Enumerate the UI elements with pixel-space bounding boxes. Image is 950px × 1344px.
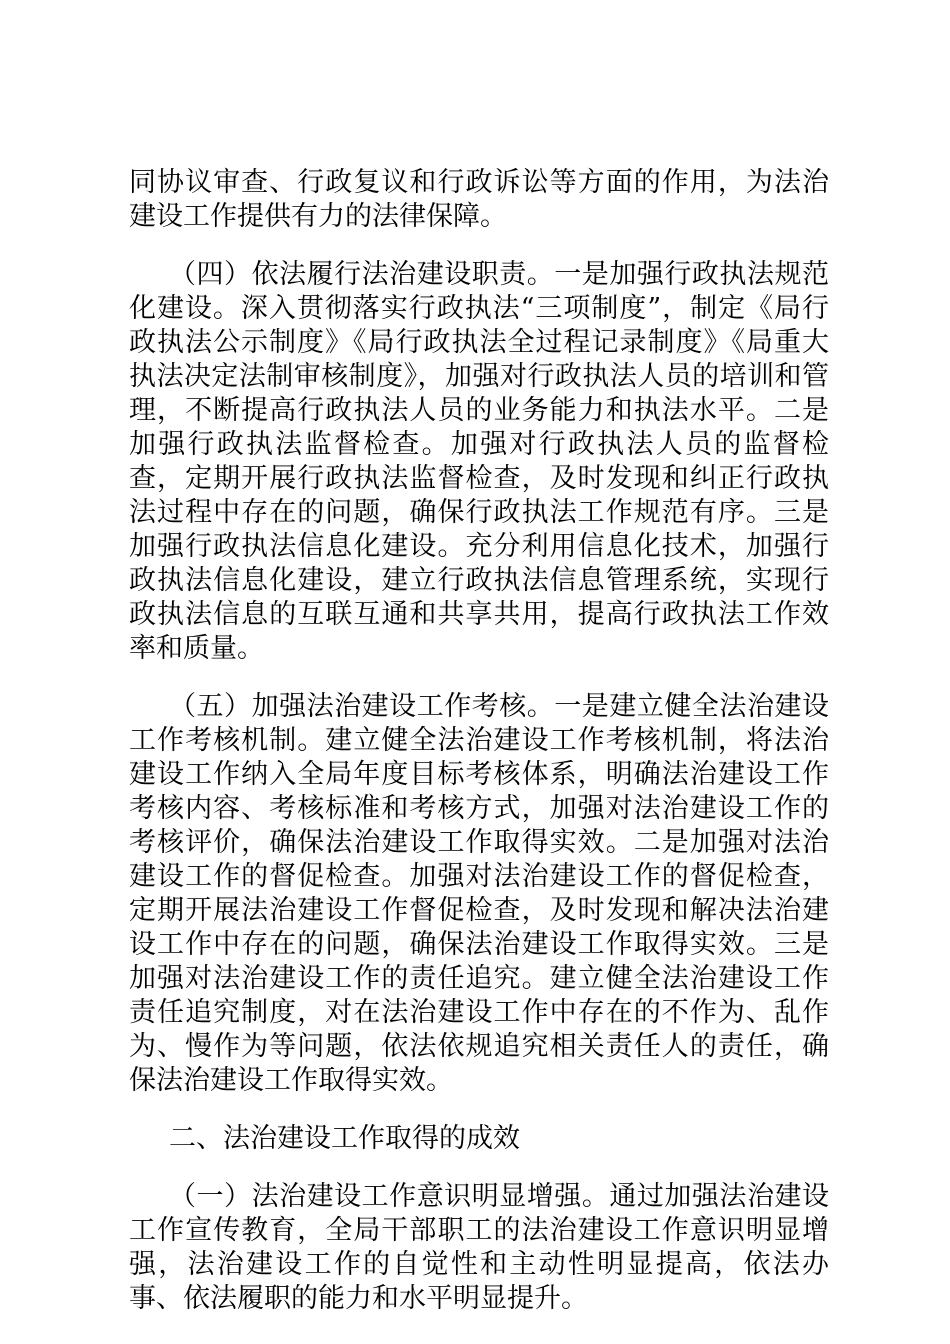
paragraph-section-four: （四）依法履行法治建设职责。一是加强行政执法规范化建设。深入贯彻落实行政执法“三项制度”，制定《局行政执法公示制度》《局行政执法全过程记录制度》《局重大执法决定法制审核制度》，加强对行政执法人员的培训和管理，不断提高行政执法人员的业务能力和执法水平。二是加强行政执法监督检查。加强对行政执法人员的监督检查，定期开展行政执法监督检查，及时发现和纠正行政执法过程中存在的问题，确保行政执法工作规范有序。三是加强行政执法信息化建设。充分利用信息化技术，加强行政执法信息化建设，建立行政执法信息管理系统，实现行政执法信息的互联互通和共享共用，提高行政执法工作效率和质量。 — [129, 259, 829, 664]
document-page — [129, 166, 829, 1316]
paragraph-continuation: 同协议审查、行政复议和行政诉讼等方面的作用，为法治建设工作提供有力的法律保障。 — [129, 167, 829, 232]
section-heading-achievements: 二、法治建设工作取得的成效 — [169, 1123, 520, 1154]
paragraph-achievement-one: （一）法治建设工作意识明显增强。通过加强法治建设工作宣传教育，全局干部职工的法治建设工作意识明显增强，法治建设工作的自觉性和主动性明显提高，依法办事、依法履职的能力和水平明显提升。 — [129, 1181, 829, 1314]
paragraph-section-five: （五）加强法治建设工作考核。一是建立健全法治建设工作考核机制。建立健全法治建设工作考核机制，将法治建设工作纳入全局年度目标考核体系，明确法治建设工作考核内容、考核标准和考核方式，加强对法治建设工作的考核评价，确保法治建设工作取得实效。二是加强对法治建设工作的督促检查。加强对法治建设工作的督促检查，定期开展法治建设工作督促检查，及时发现和解决法治建设工作中存在的问题，确保法治建设工作取得实效。三是加强对法治建设工作的责任追究。建立健全法治建设工作责任追究制度，对在法治建设工作中存在的不作为、乱作为、慢作为等问题，依法依规追究相关责任人的责任，确保法治建设工作取得实效。 — [129, 691, 829, 1096]
